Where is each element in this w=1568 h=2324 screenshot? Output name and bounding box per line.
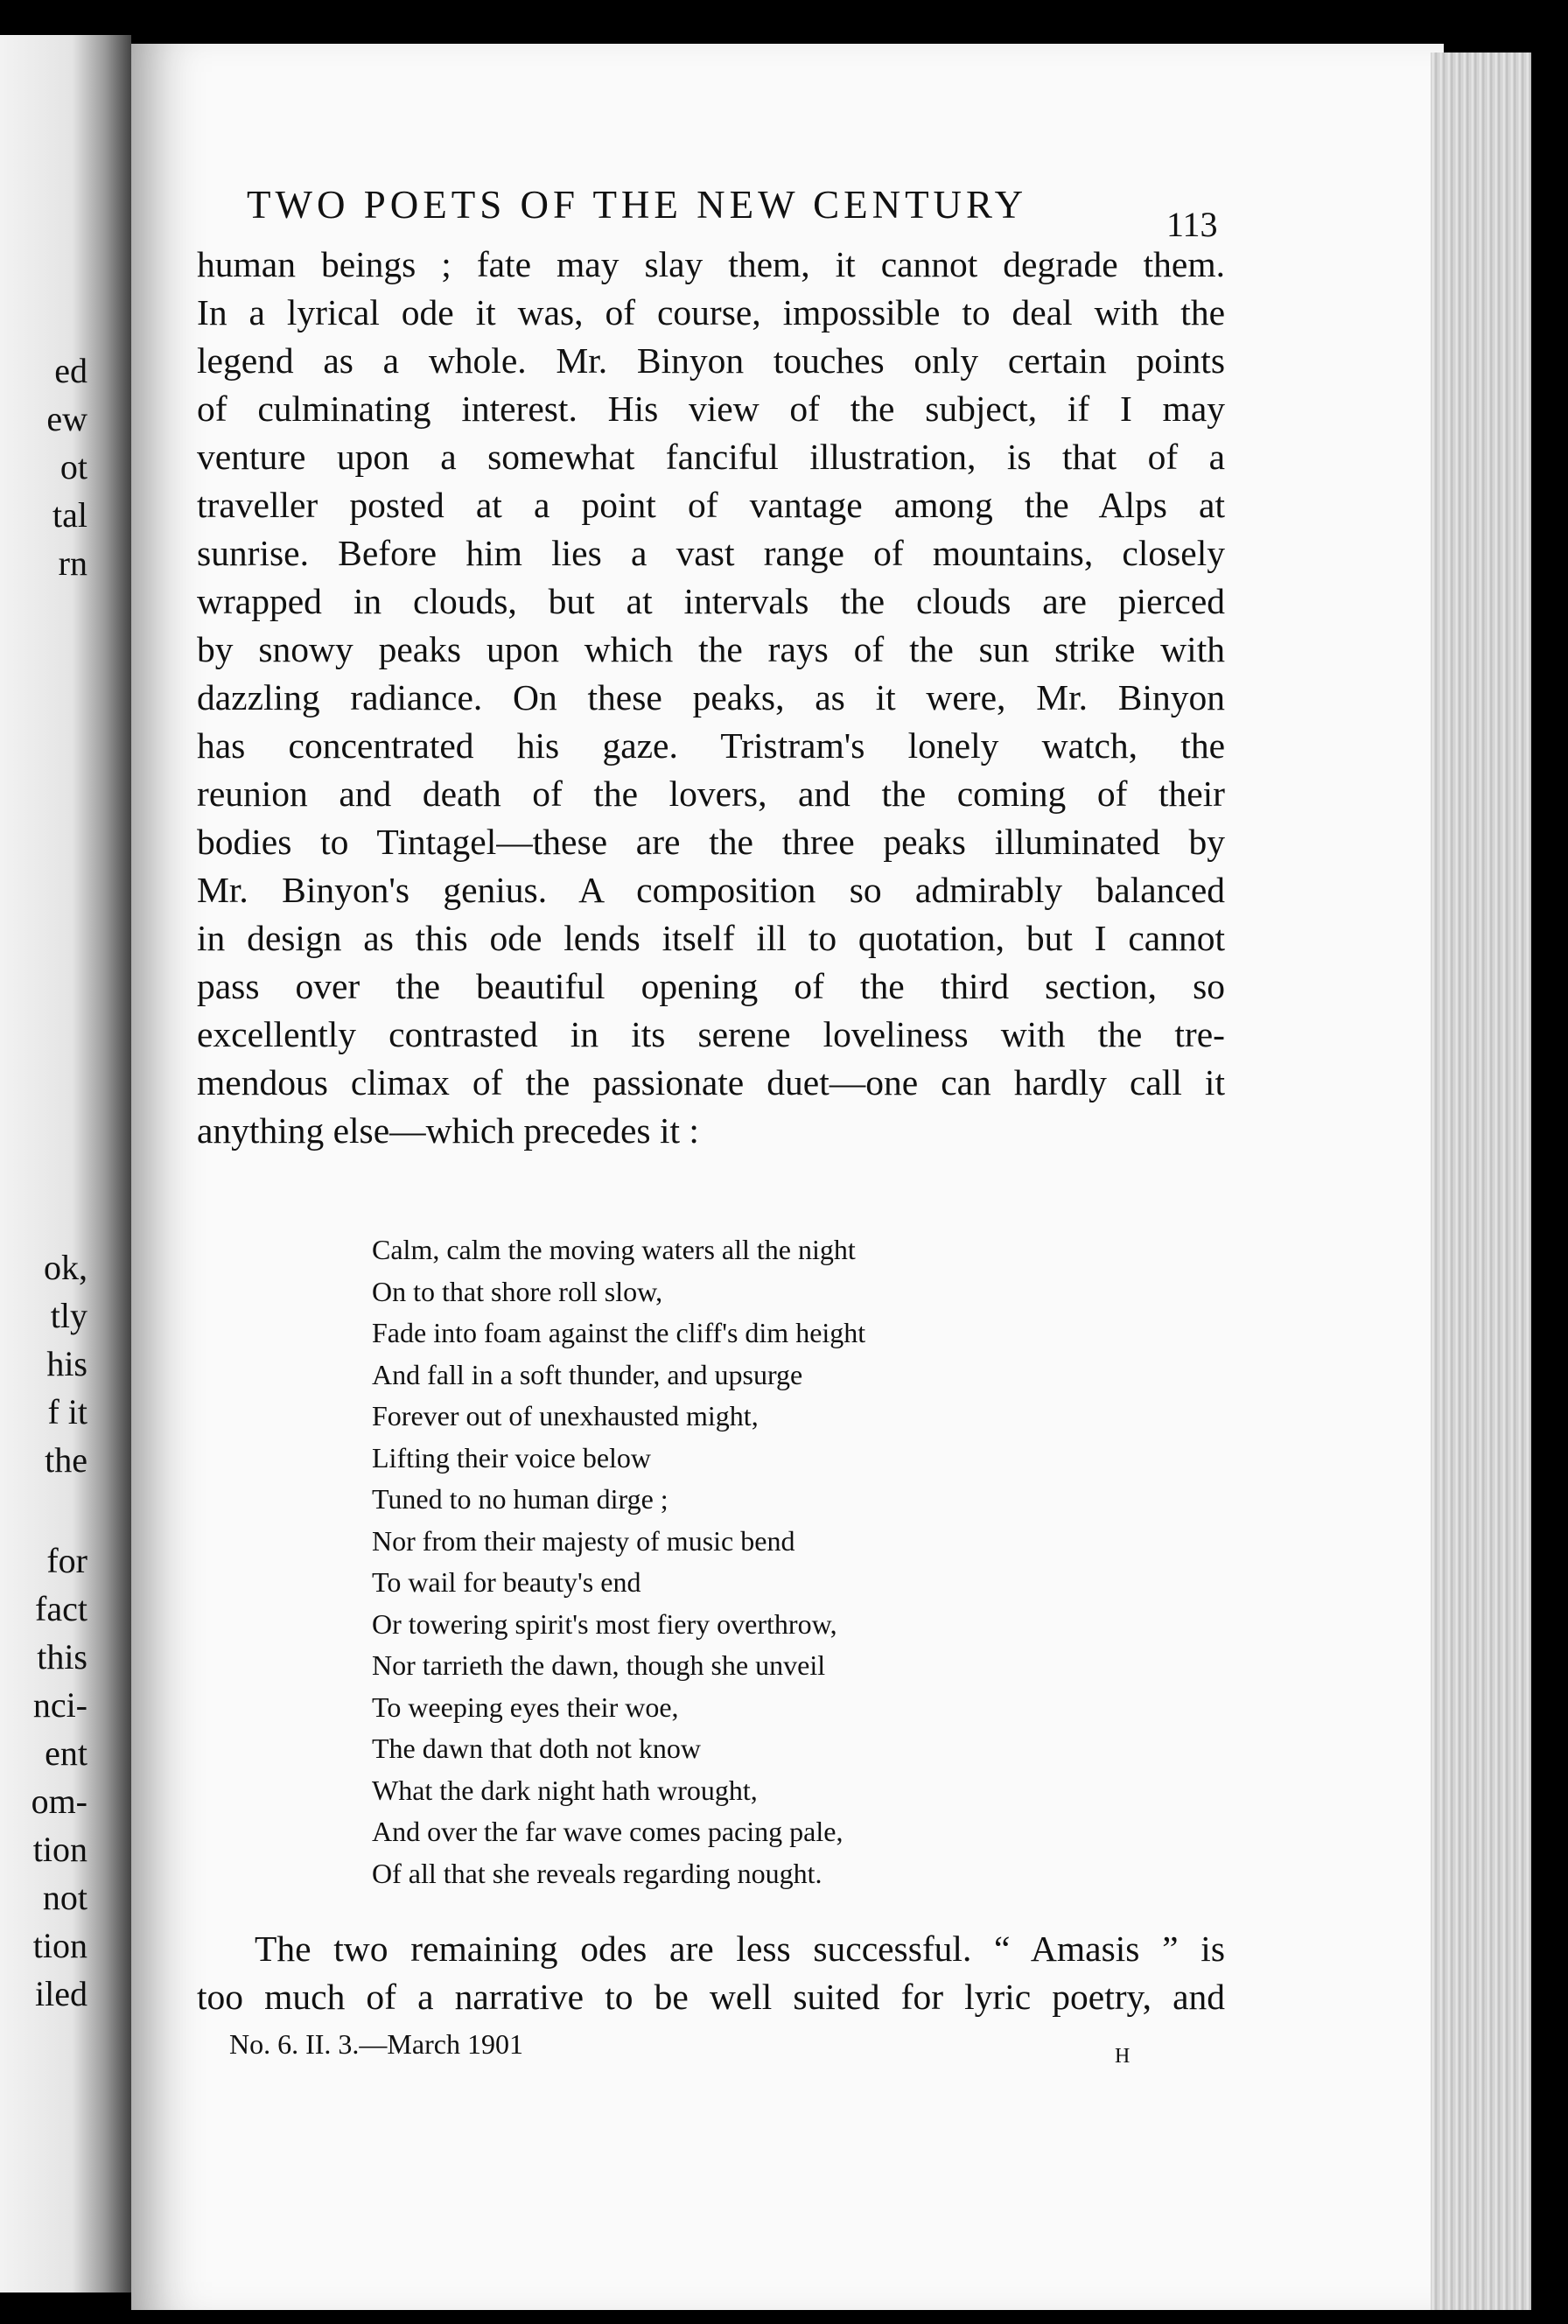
left-page-fragment: the <box>45 1440 88 1480</box>
text-line: Mr. Binyon's genius. A composition so admirably balanced <box>197 870 1225 910</box>
left-page-fragment: iled <box>35 1974 88 2013</box>
left-page-fragment: nci- <box>32 1685 88 1725</box>
left-page-fragment: ew <box>46 399 88 438</box>
poem-line: And fall in a soft thunder, and upsurge <box>372 1358 803 1390</box>
poem-line: To weeping eyes their woe, <box>372 1690 679 1723</box>
left-page-fragment: ed <box>54 351 88 390</box>
left-page-fragment: tly <box>50 1296 88 1335</box>
text-line: of culminating interest. His view of the subject, if I may <box>197 388 1225 429</box>
text-line: dazzling radiance. On these peaks, as it were, Mr. Binyon <box>197 677 1225 718</box>
text-line: excellently contrasted in its serene loveliness with the tre- <box>197 1014 1225 1054</box>
poem-line: Calm, calm the moving waters all the night <box>372 1234 856 1265</box>
text-line: by snowy peaks upon which the rays of the sun strike with <box>197 629 1225 669</box>
poem-line: Lifting their voice below <box>372 1441 652 1474</box>
text-line: The two remaining odes are less successful. “ Amasis ” is <box>255 1928 1225 1969</box>
text-line: mendous climax of the passionate duet—one can hardly call it <box>197 1062 1225 1102</box>
poem-line: The dawn that doth not know <box>372 1732 701 1764</box>
text-line: sunrise. Before him lies a vast range of mountains, closely <box>197 533 1225 573</box>
left-page-fragment: his <box>46 1344 88 1383</box>
left-page-fragment: not <box>42 1878 88 1917</box>
poem-line: Tuned to no human dirge ; <box>372 1483 668 1515</box>
poem-quotation <box>372 1229 984 1894</box>
running-title: TWO POETS OF THE NEW CENTURY <box>247 183 1028 227</box>
text-line: traveller posted at a point of vantage among the Alps at <box>197 485 1225 525</box>
poem-line: Nor from their majesty of music bend <box>372 1524 795 1557</box>
left-page-fragment: tal <box>52 495 88 535</box>
text-line: wrapped in clouds, but at intervals the clouds are pierced <box>197 581 1225 621</box>
left-page-fragment: fact <box>35 1589 88 1628</box>
text-line: reunion and death of the lovers, and the coming of their <box>197 774 1225 814</box>
page-edges <box>1431 52 1531 2310</box>
left-page-fragment: ent <box>45 1733 88 1773</box>
signature-mark: H <box>1115 2045 1130 2068</box>
text-line: legend as a whole. Mr. Binyon touches only certain points <box>197 340 1225 381</box>
left-page-fragment: tion <box>32 1926 88 1965</box>
text-line: too much of a narrative to be well suited for lyric poetry, and <box>197 1977 1225 2017</box>
issue-footnote: No. 6. II. 3.—March 1901 <box>229 2028 523 2060</box>
poem-line: On to that shore roll slow, <box>372 1275 663 1307</box>
poem-line: And over the far wave comes pacing pale, <box>372 1816 844 1847</box>
body-paragraph <box>197 241 1225 1155</box>
text-line: In a lyrical ode it was, of course, impossible to deal with the <box>197 292 1225 332</box>
left-page-fragment: om- <box>31 1782 88 1821</box>
text-line: pass over the beautiful opening of the third section, so <box>197 966 1225 1006</box>
closing-paragraph <box>197 1925 1225 2021</box>
text-line: has concentrated his gaze. Tristram's lonely watch, the <box>197 725 1225 766</box>
poem-line: Of all that she reveals regarding nought. <box>372 1857 822 1889</box>
poem-line: To wail for beauty's end <box>372 1566 641 1598</box>
poem-line: Or towering spirit's most fiery overthrow, <box>372 1607 837 1640</box>
poem-line: Nor tarrieth the dawn, though she unveil <box>372 1649 826 1681</box>
poem-line: What the dark night hath wrought, <box>372 1774 758 1806</box>
text-line: human beings ; fate may slay them, it cannot degrade them. <box>197 244 1225 284</box>
left-page-fragment: rn <box>58 543 88 583</box>
left-page-fragment: f it <box>47 1392 88 1432</box>
text-line: venture upon a somewhat fanciful illustration, is that of a <box>197 437 1225 477</box>
left-page-fragment: this <box>37 1637 88 1676</box>
left-page-fragment: ok, <box>44 1248 88 1287</box>
left-facing-page <box>0 35 131 2292</box>
left-page-fragment: tion <box>32 1830 88 1869</box>
left-page-fragment: ot <box>60 447 88 486</box>
poem-line: Forever out of unexhausted might, <box>372 1400 759 1432</box>
page-number: 113 <box>1166 205 1218 244</box>
text-line: bodies to Tintagel—these are the three peaks illuminated by <box>197 822 1225 862</box>
text-line: anything else—which precedes it : <box>197 1110 699 1151</box>
text-line: in design as this ode lends itself ill to quotation, but I cannot <box>197 918 1225 958</box>
poem-line: Fade into foam against the cliff's dim height <box>372 1317 866 1348</box>
left-page-fragment: for <box>46 1541 88 1580</box>
